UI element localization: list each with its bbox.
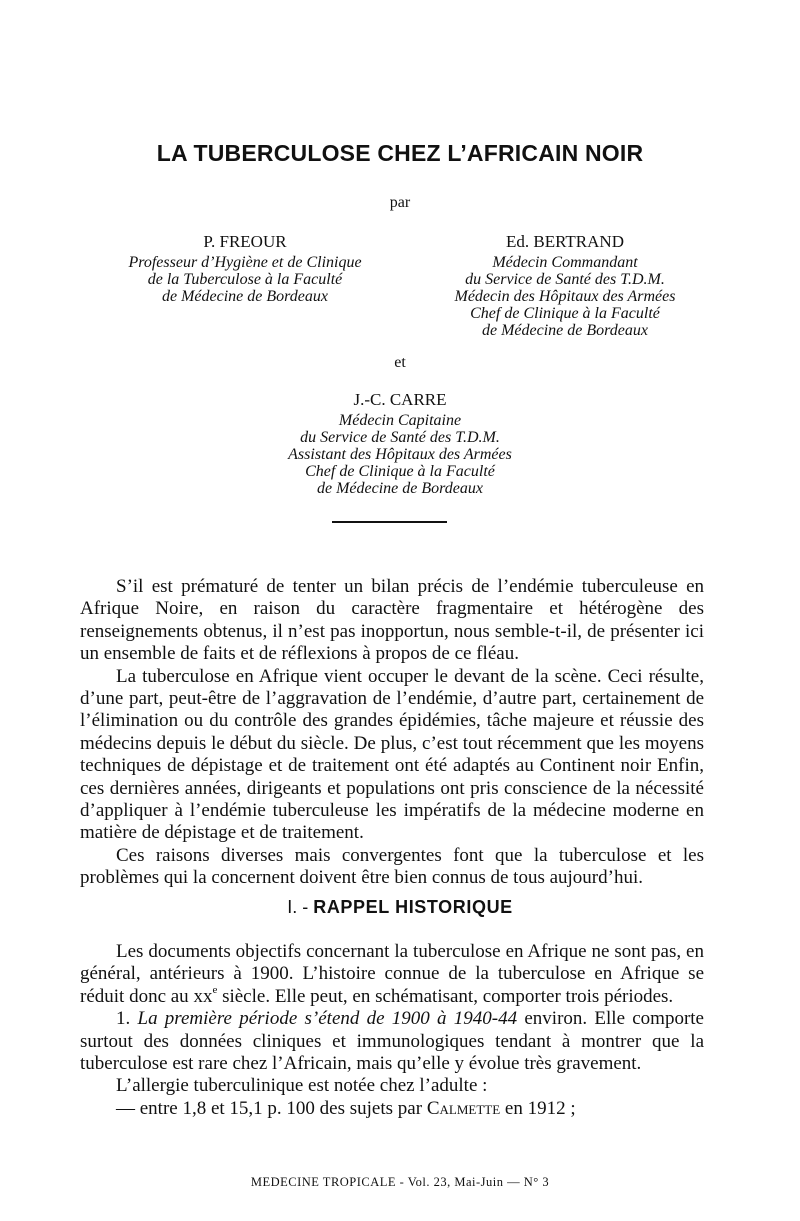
paragraph: S’il est prématuré de tenter un bilan précis de l’endémie tuberculeuse en Afrique Noire, en raison du caractère fragmentaire et hétérogène des renseignements obtenus, il n’est pas inopportun, nous semble-t-il, de présenter ici un ensemble de faits et de réflexions à propos de ce fléau. — [80, 576, 704, 665]
section-label: RAPPEL HISTORIQUE — [313, 897, 513, 917]
author-name: P. FREOUR — [203, 232, 287, 251]
text-run: environ. Elle comporte surtout des données cliniques et immunologiques tendant à montrer que la tuberculose est rare chez l’Africain, mais qu’elle y évolue très gravement. — [80, 1008, 704, 1075]
author-freour — [100, 232, 390, 305]
author-affiliation-line: Médecin Commandant — [492, 254, 638, 271]
author-affiliation-line: de Médecine de Bordeaux — [317, 480, 483, 497]
section-heading — [0, 897, 800, 918]
section-number: I. - — [287, 897, 309, 917]
journal-footer: MEDECINE TROPICALE - Vol. 23, Mai-Juin — N° 3 — [250, 1175, 550, 1189]
paragraph — [80, 1008, 704, 1075]
text-run: en 1912 ; — [500, 1097, 576, 1119]
by-label: par — [389, 194, 411, 211]
author-affiliation-line: Chef de Clinique à la Faculté — [305, 463, 495, 480]
text-run: Les documents objectifs concernant la tuberculose en Afrique ne sont pas, en général, antérieurs à 1900. L’histoire connue de la tuberculose en Afrique se réduit donc au — [80, 941, 704, 1007]
author-affiliation-line: Chef de Clinique à la Faculté — [470, 305, 660, 322]
author-affiliation-line: de Médecine de Bordeaux — [162, 288, 328, 305]
paragraph — [80, 941, 704, 1008]
superscript: e — [212, 983, 218, 996]
author-affiliation-line: Médecin Capitaine — [338, 412, 462, 429]
century-numeral: xx — [193, 985, 213, 1007]
title-divider — [332, 521, 447, 523]
author-affiliation-line: de Médecine de Bordeaux — [482, 322, 648, 339]
author-affiliation-line: du Service de Santé des T.D.M. — [465, 271, 665, 288]
history-section — [80, 941, 704, 1120]
author-carre — [240, 390, 560, 497]
list-number: 1. — [116, 1008, 138, 1030]
author-bertrand — [410, 232, 720, 339]
author-affiliation-line: de la Tuberculose à la Faculté — [147, 271, 343, 288]
author-affiliation-line: Professeur d’Hygiène et de Clinique — [128, 254, 362, 271]
article-title: LA TUBERCULOSE CHEZ L’AFRICAIN NOIR — [156, 140, 644, 166]
author-name: J.-C. CARRE — [353, 390, 447, 409]
introduction — [80, 576, 704, 890]
paragraph — [80, 1098, 704, 1120]
author-affiliation-line: Médecin des Hôpitaux des Armées — [454, 288, 676, 305]
italic-text: La première période s’étend de 1900 à 1940-44 — [137, 1008, 518, 1030]
text-run: siècle. Elle peut, en schématisant, comporter trois périodes. — [217, 985, 674, 1007]
author-affiliation-line: Assistant des Hôpitaux des Armées — [288, 446, 512, 463]
author-name: Ed. BERTRAND — [506, 232, 624, 251]
author-affiliation-line: du Service de Santé des T.D.M. — [300, 429, 500, 446]
text-run: — entre 1,8 et 15,1 p. 100 des sujets par — [116, 1097, 427, 1119]
paragraph: La tuberculose en Afrique vient occuper le devant de la scène. Ceci résulte, d’une part, peut-être de l’aggravation de l’endémie, d’autre part, certainement de l’élimination ou du contrôle des grandes épidémies, tâche majeure et réussie des médecins depuis le début du siècle. De plus, c’est tout récemment que les moyens techniques de dépistage et de traitement ont été adaptés au Continent noir Enfin, ces dernières années, dirigeants et populations ont pris conscience de la nécessité d’appliquer à l’endémie tuberculeuse les impératifs de la médecine moderne en matière de dépistage et de traitement. — [80, 665, 704, 844]
author-citation: Calmette — [426, 1097, 501, 1119]
paragraph: L’allergie tuberculinique est notée chez l’adulte : — [116, 1075, 488, 1097]
and-label: et — [394, 354, 406, 371]
paragraph: Ces raisons diverses mais convergentes font que la tuberculose et les problèmes qui la concernent doivent être bien connus de tous aujourd’hui. — [80, 844, 704, 889]
